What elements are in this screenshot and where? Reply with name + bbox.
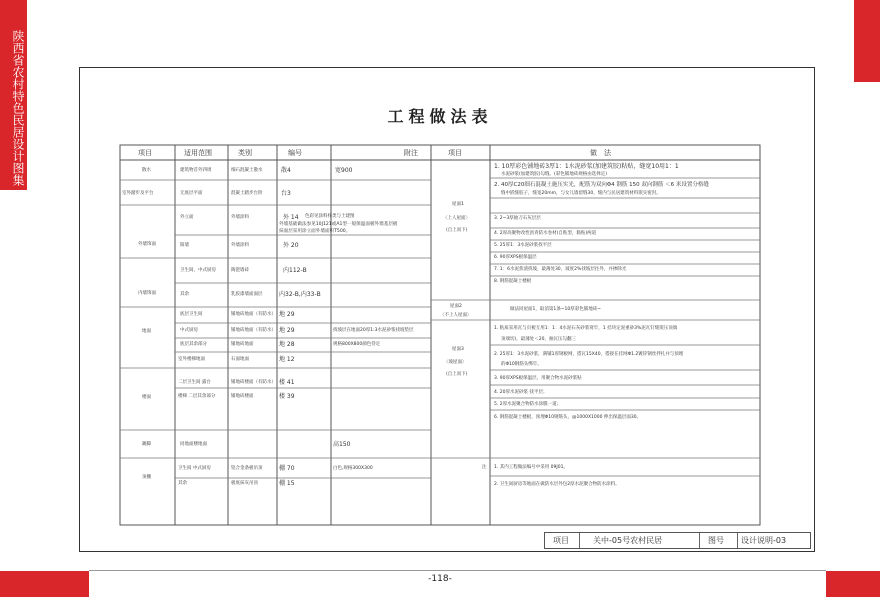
row-category: 混凝土踏步台阶 <box>231 191 263 196</box>
roof1-step: 4. 2厚高聚物改性沥青防水卷材(自粘型，黏贴)两道 <box>494 231 597 236</box>
row-scope: 室外楼梯地面 <box>178 357 205 362</box>
page-number: -118- <box>428 574 452 584</box>
roof3-step: 4. 20厚水泥砂浆 找平层； <box>494 390 548 395</box>
row-scope: 建筑物首外四周 <box>180 168 212 173</box>
row-scope: 外立面 <box>180 215 194 220</box>
row-category: 石面地面 <box>231 357 249 362</box>
roof3-sub: 〈坡屋面〉 <box>444 360 467 365</box>
row-category: 铺地砖楼面（有防水） <box>231 380 276 385</box>
row-scope: 中式厨房 <box>180 328 198 333</box>
row-item: 室外踏步及平台 <box>122 191 154 196</box>
roof1-step: 2. 40厚C20细石混凝土施压实光，配筋为双向Φ4 钢筋 150 双向钢筋 ＜6 米设置分格缝 <box>494 182 709 188</box>
row-note: 外墙基础做法参见10J121或A1型一般保温面板外墙基层板 <box>279 222 398 227</box>
roof2-sub: 〈不上人屋面〉 <box>440 313 472 318</box>
roof1-step: 6. 90厚XPS板保温层 <box>494 255 537 260</box>
row-category: 板底抹灰吊顶 <box>231 481 258 486</box>
title-block-drawing-no: 设计说明-03 <box>741 536 787 545</box>
row-scope: 其余 <box>180 292 189 297</box>
roof3-label: 屋面3 <box>452 347 464 352</box>
header-scope: 适用范围 <box>184 149 212 157</box>
roof3-step: 2. 25厚1：3水泥砂浆，满铺1厚钢板网，搭瓦15X40，搭接在挂网Φ1.2镀锌钢丝拌扎并与预埋 <box>494 352 684 357</box>
row-item: 踢脚 <box>142 442 151 447</box>
roof1-sub: 〈上人屋面〉 <box>443 216 470 221</box>
roof1-step: 5. 25厚1：3水泥砂浆找平层 <box>494 243 552 248</box>
row-item: 楼面 <box>142 395 151 400</box>
header-code: 编号 <box>288 149 302 157</box>
row-item: 顶棚 <box>142 475 151 480</box>
row-scope: 卫生间 中式厨房 <box>178 466 211 471</box>
roof3-step: 1. 粘质采用瓦与页板互用1：1：4水泥石灰砂浆窝牢，1 挂块定泥重砂3%泥瓦钉缝嵌压顶端 <box>494 326 678 331</box>
row-category: 铺地砖地面（有防水） <box>231 312 276 317</box>
note-item: 2. 卫生间厨房等地面在做防水层外包2厚水泥聚合物防水涂料。 <box>494 482 620 487</box>
row-code: 地 12 <box>279 356 295 363</box>
roof1-step: 3. 2~3厚抽刀石灰层层 <box>494 216 541 221</box>
row-scope: 阳墙 <box>180 243 189 248</box>
title-block <box>544 532 811 549</box>
roof1-step: 水泥砂浆(加建筑胶)勾缝。(彩色铺地砖规格由选择定) <box>501 172 608 177</box>
roof1-step: 8. 钢筋混凝土楼板 <box>494 279 532 284</box>
page-title: 工程做法表 <box>387 107 493 126</box>
roof1-step: 7. 1：6水泥焦渣找坡，最薄处30，坡度2%找坡层往外，并掺除光 <box>494 267 627 272</box>
roof3-step: 5. 2厚水泥聚合物防水涂膜一道； <box>494 402 562 407</box>
row-item: 内墙饰面 <box>138 291 156 296</box>
row-item: 外墙饰面 <box>138 242 156 247</box>
row-scope: 楼梯 二层其余部分 <box>178 394 216 399</box>
header-category: 类别 <box>238 149 252 157</box>
row-scope: 二层卫生间 露台 <box>178 380 211 385</box>
row-category: 铺地砖地面 <box>231 342 254 347</box>
roof3-step: 6. 钢筋混凝土楼板，预埋Φ10钢筋头，@1000X1000 伸出保温层面30。 <box>494 415 642 420</box>
row-code: 地 28 <box>279 341 295 348</box>
row-note: 色彩见涂料样类与土建图 <box>305 214 355 219</box>
header-right-item: 项目 <box>448 149 462 157</box>
header-item: 项目 <box>138 149 152 157</box>
row-note: 高150 <box>333 441 351 448</box>
notes-label: 注 <box>482 465 487 470</box>
roof3-step: 顶端切)，最薄处＜20，抽瓦压勾翻三 <box>501 337 576 342</box>
row-scope: 无底层平面 <box>180 191 203 196</box>
row-scope: 卫生间、中式厨房 <box>180 268 216 273</box>
header-note: 附注 <box>404 149 418 157</box>
title-block-drawing-label: 图号 <box>708 536 724 545</box>
row-code: 棚 15 <box>279 480 295 487</box>
title-block-project: 关中-05号农村民居 <box>593 536 663 545</box>
row-code: 散4 <box>281 167 291 174</box>
note-item: 1. 其内工程做法编号中采用 09J01。 <box>494 465 568 470</box>
roof3-step: 的Φ10钢筋头绑牢。 <box>501 362 542 367</box>
row-scope: 底层其余部分 <box>180 342 207 347</box>
row-code: 内112-B <box>283 267 307 274</box>
row-code: 楼 41 <box>279 379 295 386</box>
row-note: 宽900 <box>335 167 353 174</box>
roof2-label: 屋面2 <box>450 304 462 309</box>
row-code: 地 29 <box>279 327 295 334</box>
row-category: 铝合金条板吊顶 <box>231 466 263 471</box>
row-scope: 底层卫生间 <box>180 312 203 317</box>
row-code: 外 20 <box>283 242 299 249</box>
row-note: 抹面层采用涂立面外墙面积T500。 <box>279 229 351 234</box>
row-category: 铺地砖地面（有防水） <box>231 328 276 333</box>
roof3-sub2: (自上而下) <box>446 372 468 377</box>
row-code: 外 14 <box>283 214 299 221</box>
row-note: 找坡层在地面20厚1:3水泥砂浆找坡垫层 <box>333 328 414 333</box>
row-note: 白色,规格300X300 <box>333 466 373 471</box>
row-code: 内32-B,内33-B <box>279 291 321 298</box>
row-note: 规格800X800颜色待定 <box>333 342 381 347</box>
roof2-text: 做法同屋面1，取消第1条~10厚彩色铺地砖~ <box>510 307 601 312</box>
row-scope: 同地面楼地面 <box>180 442 207 447</box>
row-category: 细石混凝土散水 <box>231 168 263 173</box>
side-title: 陕西省农村特色民居设计图集 <box>11 30 25 186</box>
row-code: 台3 <box>281 190 291 197</box>
row-scope: 其余 <box>178 481 187 486</box>
row-code: 棚 70 <box>279 465 295 472</box>
row-code: 楼 39 <box>279 393 295 400</box>
roof3-step: 3. 90厚XPS板保温层，用聚合物水泥砂浆贴 <box>494 376 582 381</box>
row-category: 外墙涂料 <box>231 243 249 248</box>
title-block-item-label: 项目 <box>553 536 569 545</box>
header-right-method: 做 法 <box>590 149 611 157</box>
roof1-step: 1. 10厚彩色铺地砖3厚1：1水泥砂浆(加建筑胶)粘贴，缝宽10用1：1 <box>494 163 679 170</box>
row-category: 陶瓷墙砖 <box>231 268 249 273</box>
roof1-sub2: (自上而下) <box>446 228 468 233</box>
row-code: 地 29 <box>279 311 295 318</box>
row-item: 散水 <box>142 168 151 173</box>
row-category: 乳胶漆墙面面层 <box>231 292 263 297</box>
row-category: 外墙涂料 <box>231 215 249 220</box>
roof1-step: 缝中嵌缝胶子，缝宽20mm，与女儿墙留缝30，缝内与民居建筑材料嵌实密封。 <box>501 191 661 196</box>
row-item: 地面 <box>142 329 151 334</box>
roof1-label: 屋面1 <box>452 202 464 207</box>
row-category: 铺地砖楼面 <box>231 394 254 399</box>
